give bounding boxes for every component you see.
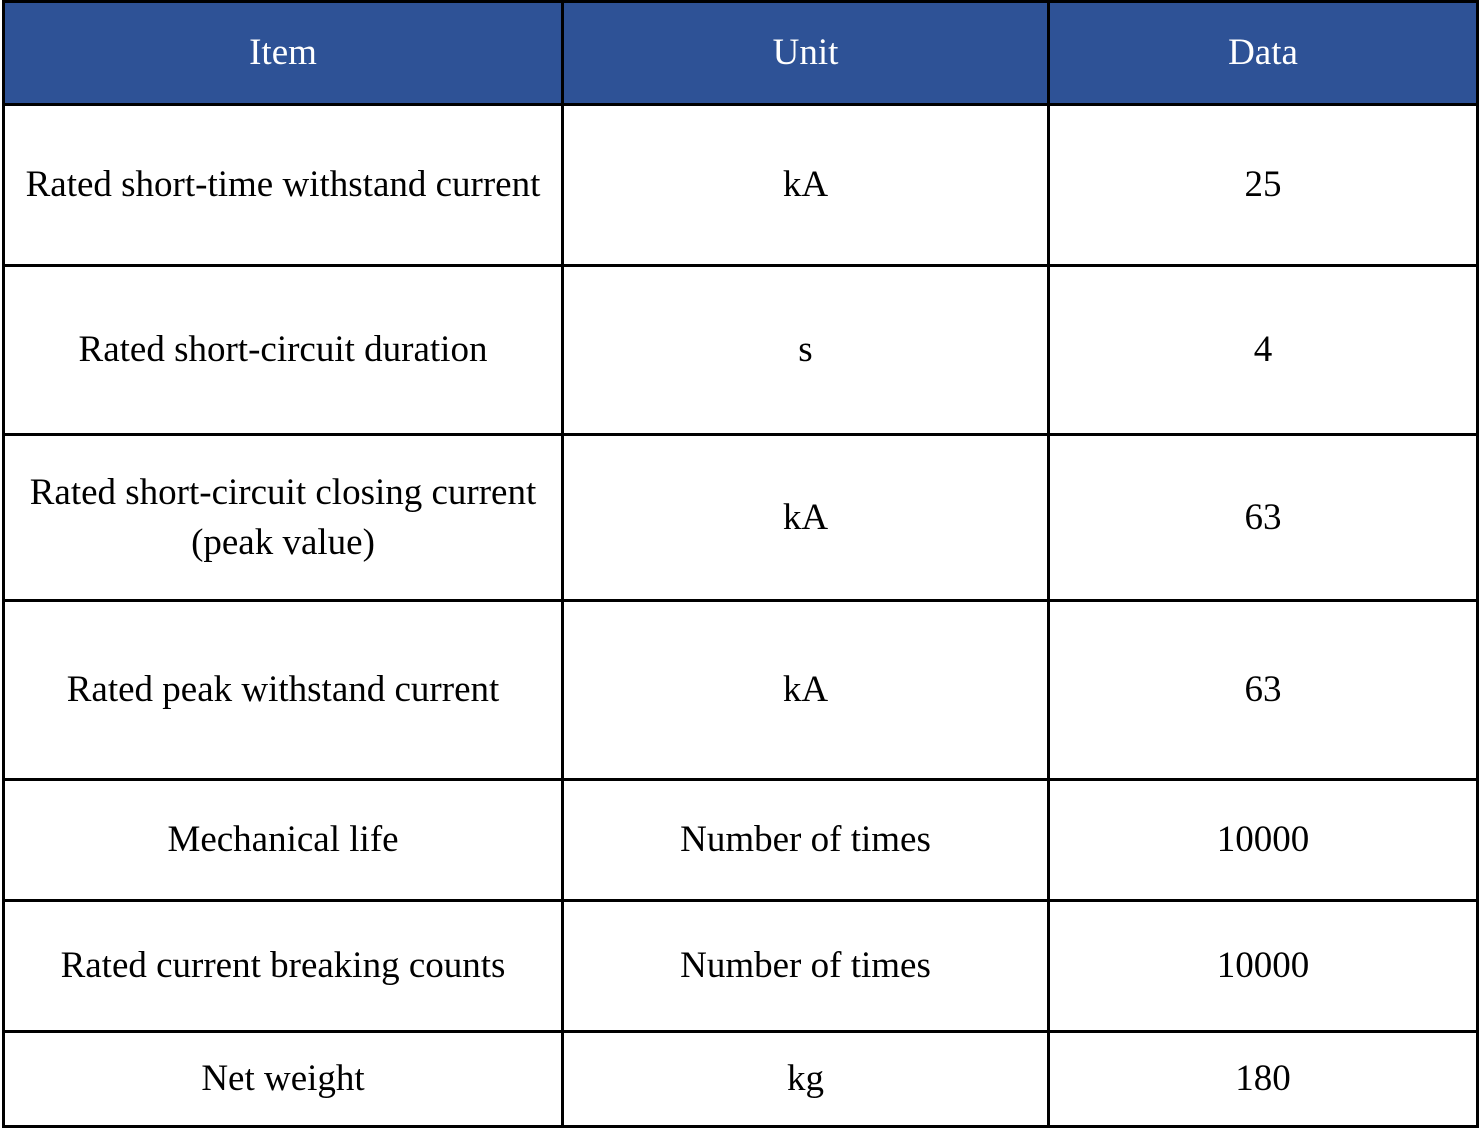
data-cell: 63: [1049, 601, 1478, 780]
unit-cell: kg: [563, 1032, 1049, 1127]
item-cell: Rated peak withstand current: [4, 601, 563, 780]
table-row: [4, 601, 1478, 780]
unit-cell: Number of times: [563, 901, 1049, 1032]
data-cell: 10000: [1049, 780, 1478, 901]
column-header-data: Data: [1049, 2, 1478, 105]
unit-cell: kA: [563, 435, 1049, 601]
table-header-row: [4, 2, 1478, 105]
table-row: [4, 901, 1478, 1032]
table-row: [4, 105, 1478, 266]
data-cell: 63: [1049, 435, 1478, 601]
data-cell: 180: [1049, 1032, 1478, 1127]
unit-cell: Number of times: [563, 780, 1049, 901]
item-cell: Rated short-time withstand current: [4, 105, 563, 266]
item-cell: Rated short-circuit closing current (peak value): [4, 435, 563, 601]
column-header-item: Item: [4, 2, 563, 105]
unit-cell: kA: [563, 601, 1049, 780]
data-cell: 10000: [1049, 901, 1478, 1032]
data-cell: 25: [1049, 105, 1478, 266]
table-row: [4, 780, 1478, 901]
unit-cell: kA: [563, 105, 1049, 266]
unit-cell: s: [563, 266, 1049, 435]
item-cell: Rated current breaking counts: [4, 901, 563, 1032]
item-cell: Net weight: [4, 1032, 563, 1127]
table-row: [4, 435, 1478, 601]
column-header-unit: Unit: [563, 2, 1049, 105]
spec-table: [2, 0, 1479, 1128]
table-row: [4, 266, 1478, 435]
item-cell: Rated short-circuit duration: [4, 266, 563, 435]
item-cell: Mechanical life: [4, 780, 563, 901]
data-cell: 4: [1049, 266, 1478, 435]
table-row: [4, 1032, 1478, 1127]
